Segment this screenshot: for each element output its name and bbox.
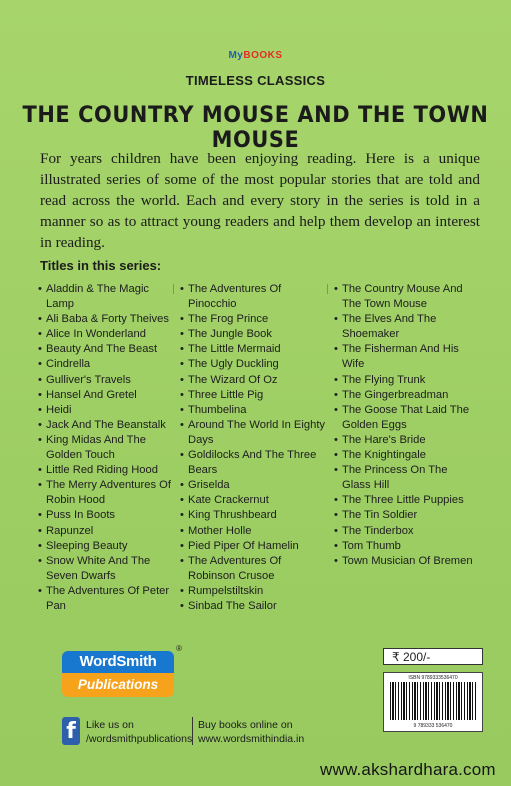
- titles-column-2: [180, 282, 330, 614]
- title-list-item: • The Princess On The Glass Hill: [334, 463, 474, 493]
- title-list-item: • The Adventures Of Pinocchio: [180, 282, 330, 312]
- title-list-item: • The Adventures Of Peter Pan: [38, 584, 180, 614]
- title-list-item: • The Frog Prince: [180, 312, 330, 327]
- buy-online-label: Buy books online on: [198, 719, 293, 731]
- title-list-item: • Rumpelstiltskin: [180, 584, 330, 599]
- isbn-text: ISBN 9789333536470: [408, 675, 458, 681]
- title-list-item: • The Goose That Laid The Golden Eggs: [334, 403, 474, 433]
- title-list-item: • The Country Mouse And The Town Mouse: [334, 282, 474, 312]
- title-list-item: • Little Red Riding Hood: [38, 463, 180, 478]
- title-list-item: • Beauty And The Beast: [38, 342, 180, 357]
- title-list-item: • Cindrella: [38, 357, 180, 372]
- titles-column-1: [38, 282, 180, 614]
- publisher-subtitle: Publications: [62, 673, 174, 697]
- buy-online-info: [198, 718, 304, 746]
- title-list-item: • Three Little Pig: [180, 388, 330, 403]
- title-list-item: • Thumbelina: [180, 403, 330, 418]
- title-list-item: • The Little Mermaid: [180, 342, 330, 357]
- price-box: ₹ 200/-: [383, 648, 483, 665]
- publisher-name: WordSmith: [62, 651, 174, 673]
- logo-text-my: My: [228, 50, 244, 61]
- book-title: THE COUNTRY MOUSE AND THE TOWN MOUSE: [22, 103, 489, 153]
- title-list-item: • The Adventures Of Robinson Crusoe: [180, 554, 330, 584]
- title-list-item: • The Elves And The Shoemaker: [334, 312, 474, 342]
- titles-column-3: [334, 282, 474, 569]
- title-list-item: • Mother Holle: [180, 524, 330, 539]
- title-list-item: • Jack And The Beanstalk: [38, 418, 180, 433]
- title-list-item: • The Merry Adventures Of Robin Hood: [38, 478, 180, 508]
- title-list-item: • The Fisherman And His Wife: [334, 342, 474, 372]
- website-url: www.wordsmithindia.in: [198, 733, 305, 745]
- footer-divider: [192, 717, 193, 745]
- title-list-item: • Goldilocks And The Three Bears: [180, 448, 330, 478]
- logo-text-books: BOOKS: [243, 50, 283, 61]
- title-list-item: • Pied Piper Of Hamelin: [180, 539, 330, 554]
- title-list-item: • Rapunzel: [38, 524, 180, 539]
- facebook-info: [86, 718, 192, 746]
- series-label: TIMELESS CLASSICS: [185, 73, 326, 88]
- title-list-item: • Ali Baba & Forty Theives: [38, 312, 180, 327]
- watermark: www.akshardhara.com: [320, 760, 496, 779]
- title-list-item: • Gulliver's Travels: [38, 373, 180, 388]
- title-list-item: • Kate Crackernut: [180, 493, 330, 508]
- title-list-item: • Around The World In Eighty Days: [180, 418, 330, 448]
- title-list-item: • The Jungle Book: [180, 327, 330, 342]
- facebook-handle: /wordsmithpublications: [86, 733, 193, 745]
- title-list-item: • Heidi: [38, 403, 180, 418]
- registered-mark: ®: [176, 644, 182, 653]
- like-us-label: Like us on: [86, 719, 134, 731]
- title-list-item: • Aladdin & The Magic Lamp: [38, 282, 180, 312]
- title-list-item: • Tom Thumb: [334, 539, 474, 554]
- title-list-item: • Sinbad The Sailor: [180, 599, 330, 614]
- isbn-barcode: [383, 672, 483, 732]
- title-list-item: • The Ugly Duckling: [180, 357, 330, 372]
- wordsmith-logo: [62, 644, 182, 697]
- title-list-item: • The Tin Soldier: [334, 508, 474, 523]
- title-list-item: • Snow White And The Seven Dwarfs: [38, 554, 180, 584]
- title-list-item: • The Flying Trunk: [334, 373, 474, 388]
- title-list-item: • King Midas And The Golden Touch: [38, 433, 180, 463]
- title-list-item: • The Tinderbox: [334, 524, 474, 539]
- title-list-item: • King Thrushbeard: [180, 508, 330, 523]
- title-list-item: • The Knightingale: [334, 448, 474, 463]
- title-list-item: • The Three Little Puppies: [334, 493, 474, 508]
- title-list-item: • Hansel And Gretel: [38, 388, 180, 403]
- title-list-item: • Griselda: [180, 478, 330, 493]
- title-list-item: • Alice In Wonderland: [38, 327, 180, 342]
- title-list-item: • Puss In Boots: [38, 508, 180, 523]
- titles-heading: Titles in this series:: [40, 258, 162, 273]
- title-list-item: • The Wizard Of Oz: [180, 373, 330, 388]
- title-list-item: • Sleeping Beauty: [38, 539, 180, 554]
- title-list-item: • The Gingerbreadman: [334, 388, 474, 403]
- barcode-number: 9 789333 536470: [413, 723, 453, 729]
- mybooks-logo: [0, 50, 511, 61]
- intro-paragraph: For years children have been enjoying reading. Here is a unique illustrated series of some of the most popular stories that are told and read across the world. Each and every story in the series is told in a manner so as to attract young readers and help them develop an interest in reading.: [40, 150, 480, 251]
- facebook-icon: f: [62, 717, 80, 745]
- barcode-bars: [390, 682, 476, 720]
- title-list-item: • The Hare's Bride: [334, 433, 474, 448]
- title-list-item: • Town Musician Of Bremen: [334, 554, 474, 569]
